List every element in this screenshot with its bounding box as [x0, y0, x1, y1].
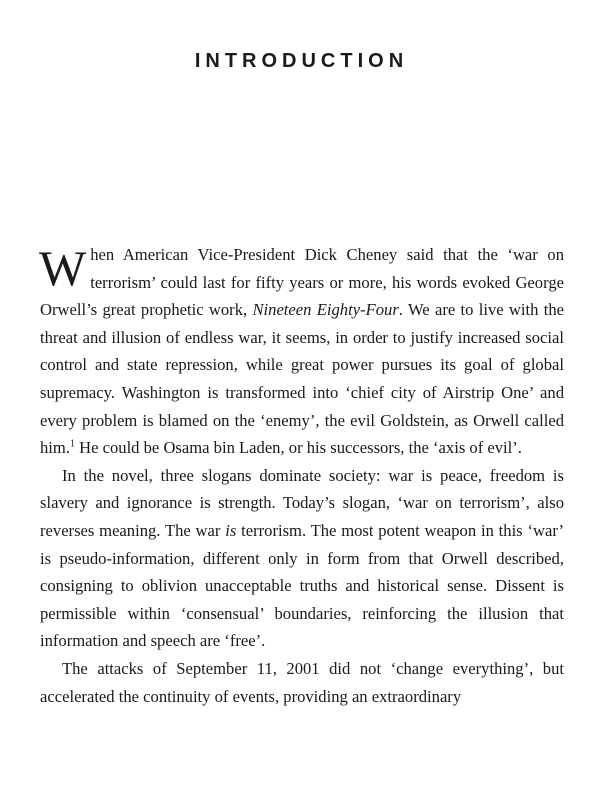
paragraph-3 — [40, 655, 564, 710]
chapter-heading: INTRODUCTION — [194, 50, 409, 72]
paragraph-2-text-b: terrorism. The most potent weapon in this ‘war’ is pseudo-information, different only in form from that Orwell described, consigning to oblivion unacceptable truths and historical sense. Dissent is permissible within ‘consensual’ boundaries, reinforcing the illusion that information and speech are ‘free’. — [40, 520, 564, 651]
chapter-body — [40, 241, 564, 710]
book-title: Nineteen Eighty-Four — [252, 300, 399, 320]
paragraph-1-text-c: He could be Osama bin Laden, or his successors, the ‘axis of evil’. — [74, 438, 522, 458]
paragraph-1 — [40, 241, 564, 462]
drop-cap: W — [39, 240, 87, 296]
footnote-reference[interactable]: 1 — [69, 438, 75, 450]
paragraph-1-text-a: hen American Vice-President Dick Cheney said that the ‘war on terrorism’ could last for fifty years or more, his words evoked George Orwell’s great prophetic work, — [40, 245, 564, 320]
paragraph-3-text: The attacks of September 11, 2001 did not ‘change everything’, but accelerated the continuity of events, providing an extraordinary — [40, 658, 564, 706]
emphasis-word: is — [225, 520, 237, 540]
paragraph-1-text-b: . We are to live with the threat and illusion of endless war, it seems, in order to justify increased social control and state repression, while great power pursues its goal of global supremacy. Washington is transformed into ‘chief city of Airstrip One’ and every problem is blamed on the ‘enemy’, the evil Goldstein, as Orwell called him. — [40, 300, 565, 458]
paragraph-2 — [40, 462, 564, 655]
paragraph-2-text-a: In the novel, three slogans dominate society: war is peace, freedom is slavery and ignorance is strength. Today’s slogan, ‘war on terrorism’, also reverses meaning. The war — [40, 465, 564, 540]
